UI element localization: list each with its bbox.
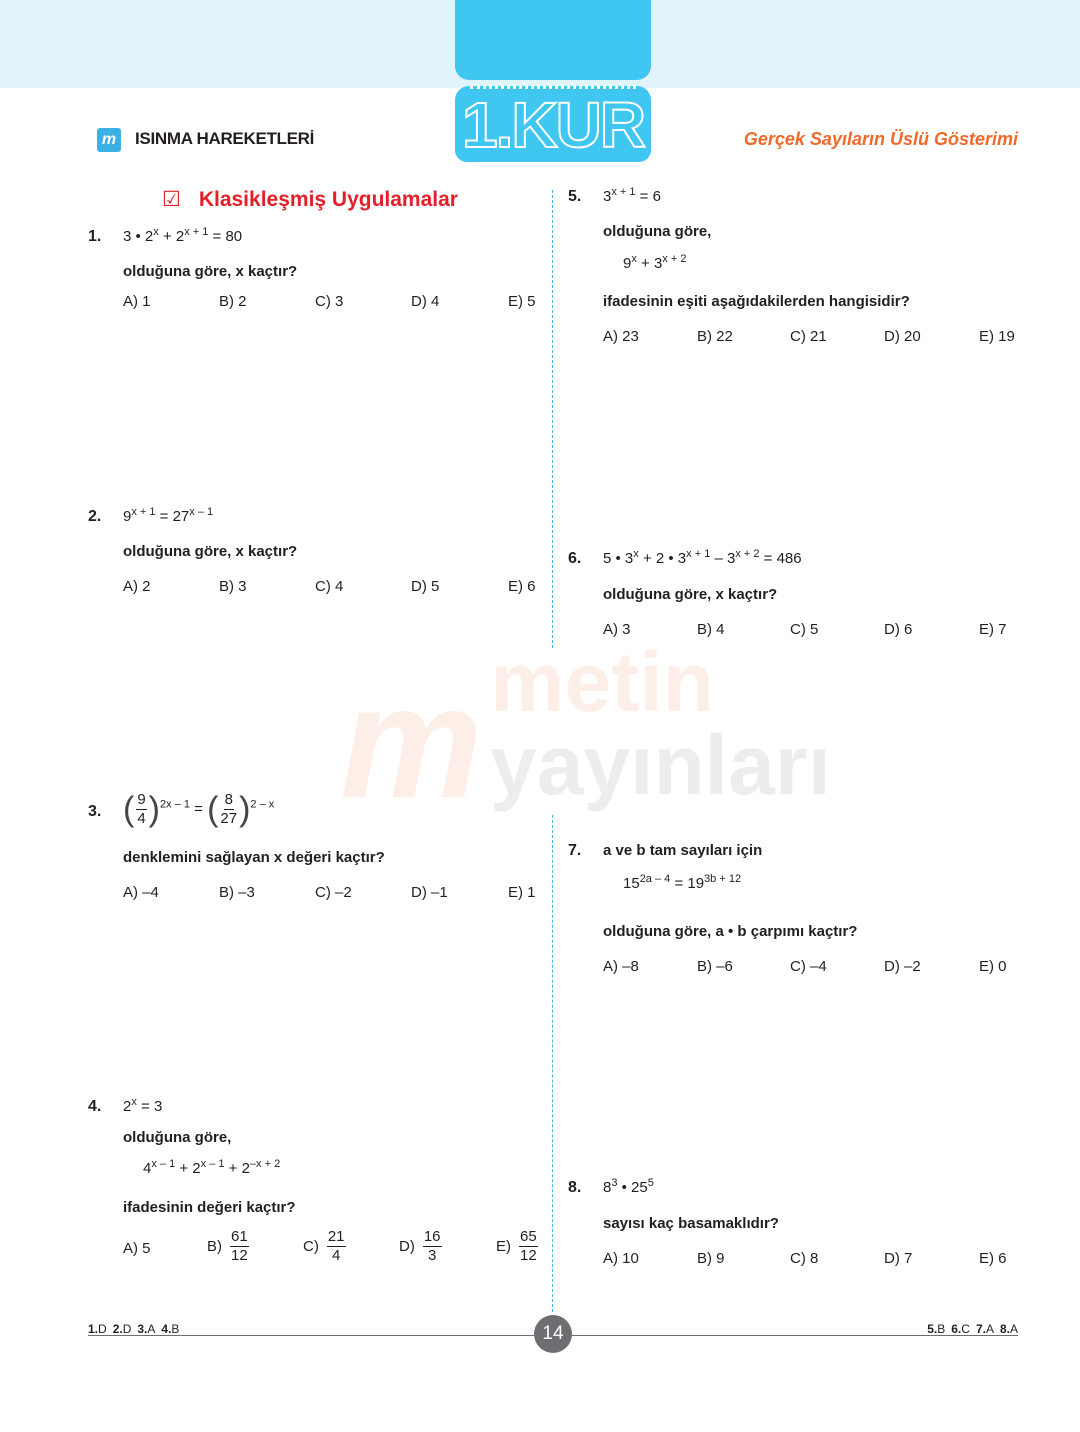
- level-badge-text: 1.KUR: [461, 89, 645, 161]
- math-base: + 3: [636, 255, 663, 272]
- question-number: 4.: [88, 1098, 102, 1115]
- answer-key-letter: D: [122, 1322, 132, 1336]
- choice-label: A) 23: [603, 328, 639, 345]
- math-expression: [623, 255, 686, 272]
- answer-choice[interactable]: [790, 621, 818, 638]
- answer-key-item: [137, 1322, 155, 1336]
- exponent: x + 2: [662, 253, 687, 265]
- math-expression: [123, 228, 242, 245]
- fraction: [220, 791, 237, 828]
- answer-choice[interactable]: [979, 621, 1007, 638]
- watermark-logo-icon: m: [340, 652, 483, 831]
- question-number: 8.: [568, 1179, 582, 1196]
- choice-label: D): [399, 1238, 415, 1255]
- answer-key-number: 1.: [88, 1322, 99, 1336]
- answer-choice[interactable]: [411, 293, 439, 310]
- choice-label: D) 20: [884, 328, 921, 345]
- choice-label: D) 7: [884, 1250, 913, 1267]
- answer-key-item: [113, 1322, 132, 1336]
- answer-choice[interactable]: [315, 884, 352, 901]
- numerator: 8: [224, 791, 233, 808]
- exponent: x + 1: [686, 548, 711, 560]
- answer-key-number: 8.: [999, 1322, 1010, 1336]
- math-base: 9: [123, 508, 132, 525]
- denominator: 4: [137, 810, 146, 827]
- answer-choice[interactable]: [123, 578, 151, 595]
- math-base: + 2 • 3: [638, 550, 687, 567]
- choice-label: B) 22: [697, 328, 733, 345]
- answer-choice[interactable]: [219, 293, 247, 310]
- fraction: [230, 1228, 249, 1265]
- math-base: 2: [123, 1098, 132, 1115]
- answer-key-letter: A: [985, 1322, 994, 1336]
- question-text: olduğuna göre, a • b çarpımı kaçtır?: [603, 923, 858, 940]
- math-base: = 486: [759, 550, 802, 567]
- math-expression: [603, 550, 802, 567]
- choice-label: E) 6: [508, 578, 536, 595]
- choice-label: E) 7: [979, 621, 1007, 638]
- numerator: 21: [327, 1228, 345, 1245]
- answer-choice[interactable]: [697, 621, 725, 638]
- question-number: 2.: [88, 508, 102, 525]
- choice-label: E) 19: [979, 328, 1015, 345]
- answer-choice[interactable]: [508, 293, 536, 310]
- math-base: = 27: [155, 508, 190, 525]
- choice-label: D) 5: [411, 578, 440, 595]
- exercise-heading-text: Klasikleşmiş Uygulamalar: [198, 188, 458, 211]
- answer-choice[interactable]: [979, 328, 1015, 345]
- numerator: 65: [520, 1228, 537, 1245]
- watermark-text: metin: [490, 635, 715, 729]
- watermark-text: yayınları: [490, 718, 831, 812]
- exponent: x + 1: [184, 226, 209, 238]
- choice-label: B) 2: [219, 293, 247, 310]
- question-text: olduğuna göre, x kaçtır?: [123, 543, 298, 560]
- choice-label: A) 10: [603, 1250, 639, 1267]
- math-expression: [603, 188, 661, 205]
- fraction: [136, 791, 146, 828]
- math-base: 3: [603, 188, 612, 205]
- answer-key-item: [1000, 1322, 1018, 1336]
- answer-choice[interactable]: [603, 1250, 639, 1267]
- numerator: 9: [137, 791, 146, 808]
- answer-key-number: 2.: [112, 1322, 123, 1336]
- math-expression: [143, 1160, 280, 1177]
- choice-label: D) –2: [884, 958, 921, 975]
- question-number: 6.: [568, 550, 582, 567]
- question-text: olduğuna göre,: [123, 1129, 232, 1146]
- answer-choice[interactable]: [884, 328, 921, 345]
- choice-label: C) 5: [790, 621, 819, 638]
- denominator: 4: [332, 1247, 341, 1264]
- choice-label: E) 1: [508, 884, 536, 901]
- exponent: x: [633, 548, 639, 560]
- math-base: = 80: [208, 228, 243, 245]
- math-base: – 3: [710, 550, 736, 567]
- exponent: x: [631, 253, 637, 265]
- choice-label: C) 3: [315, 293, 344, 310]
- denominator: 27: [220, 810, 238, 827]
- math-base: 15: [623, 875, 640, 892]
- exponent: x – 1: [189, 506, 214, 518]
- choice-label: D) –1: [411, 884, 448, 901]
- answer-choice[interactable]: [697, 1250, 725, 1267]
- question-text: olduğuna göre, x kaçtır?: [603, 586, 778, 603]
- answer-choice[interactable]: [979, 1250, 1007, 1267]
- answer-choice[interactable]: [219, 884, 255, 901]
- question-text: a ve b tam sayıları için: [603, 842, 763, 859]
- answer-choice[interactable]: [411, 884, 448, 901]
- math-expression: [123, 508, 213, 525]
- column-divider: [552, 815, 553, 1312]
- exponent: 3b + 12: [704, 873, 742, 885]
- paren: (: [207, 790, 219, 829]
- choice-label: E) 0: [979, 958, 1007, 975]
- exercise-heading: [162, 187, 458, 212]
- exponent: x + 2: [735, 548, 760, 560]
- math-expression: [123, 791, 274, 828]
- question-number: 5.: [568, 188, 582, 205]
- answer-key-letter: B: [171, 1322, 180, 1336]
- choice-label: B) –6: [697, 958, 733, 975]
- math-base: + 2: [224, 1160, 250, 1177]
- answer-choice[interactable]: [884, 621, 912, 638]
- answer-choice[interactable]: [508, 884, 536, 901]
- answer-choice[interactable]: [207, 1228, 251, 1265]
- page-number: 14: [534, 1315, 572, 1353]
- choice-label: B) 3: [219, 578, 247, 595]
- math-base: =: [189, 800, 208, 818]
- watermark: [340, 635, 831, 831]
- answer-choice[interactable]: [790, 1250, 818, 1267]
- choice-label: A) –4: [123, 884, 159, 901]
- fraction: [519, 1228, 538, 1265]
- choice-label: A) –8: [603, 958, 639, 975]
- answer-choice[interactable]: [790, 958, 827, 975]
- question-text: olduğuna göre,: [603, 223, 712, 240]
- math-expression: [123, 1098, 162, 1115]
- answer-choice[interactable]: [123, 884, 159, 901]
- paren: ): [239, 790, 251, 829]
- choice-label: E) 6: [979, 1250, 1007, 1267]
- exponent: x – 1: [200, 1158, 225, 1170]
- answer-key-item: [976, 1322, 994, 1336]
- answer-choice[interactable]: [315, 293, 343, 310]
- question-text: olduğuna göre, x kaçtır?: [123, 263, 298, 280]
- choice-label: B) 9: [697, 1250, 725, 1267]
- numerator: 61: [231, 1228, 248, 1245]
- math-base: = 6: [635, 188, 661, 205]
- paren: (: [123, 790, 135, 829]
- level-tab: [455, 0, 651, 80]
- answer-choice[interactable]: [603, 621, 631, 638]
- choice-label: B) 4: [697, 621, 725, 638]
- answer-key-number: 4.: [161, 1322, 172, 1336]
- choice-label: A) 1: [123, 293, 151, 310]
- choice-label: E) 5: [508, 293, 536, 310]
- answer-key-item: [951, 1322, 970, 1336]
- choice-label: D) 6: [884, 621, 913, 638]
- answer-choice[interactable]: [884, 958, 921, 975]
- exponent: –x + 2: [249, 1158, 281, 1170]
- answer-key-item: [927, 1322, 945, 1336]
- choice-label: B) –3: [219, 884, 255, 901]
- answer-choice[interactable]: [399, 1228, 444, 1265]
- math-base: + 2: [158, 228, 185, 245]
- fraction: [423, 1228, 442, 1265]
- answer-choice[interactable]: [697, 328, 733, 345]
- math-base: = 3: [136, 1098, 163, 1115]
- answer-key-letter: D: [98, 1322, 107, 1336]
- answer-key-number: 3.: [137, 1322, 148, 1336]
- answer-key-number: 7.: [975, 1322, 986, 1336]
- question-number: 3.: [88, 803, 102, 820]
- answer-choice[interactable]: [303, 1228, 348, 1265]
- answer-choice[interactable]: [697, 958, 733, 975]
- choice-label: A) 5: [123, 1240, 151, 1257]
- answer-choice[interactable]: [315, 578, 343, 595]
- choice-label: B): [207, 1238, 222, 1255]
- math-base: + 2: [175, 1160, 201, 1177]
- subject-title: Gerçek Sayıların Üslü Gösterimi: [743, 129, 1018, 149]
- paren: ): [148, 790, 160, 829]
- answer-key-item: [161, 1322, 179, 1336]
- exponent: 5: [647, 1177, 654, 1189]
- choice-label: C) –2: [315, 884, 352, 901]
- answer-choice[interactable]: [790, 328, 827, 345]
- choice-label: C): [303, 1238, 319, 1255]
- publisher-logo-icon: m: [97, 128, 121, 152]
- answer-key-number: 5.: [927, 1322, 938, 1336]
- math-expression: [603, 1179, 654, 1196]
- question-text: ifadesinin eşiti aşağıdakilerden hangisidir?: [603, 293, 910, 310]
- math-expression: [623, 875, 741, 892]
- answer-choice[interactable]: [603, 958, 639, 975]
- math-base: = 19: [670, 875, 705, 892]
- choice-label: D) 4: [411, 293, 440, 310]
- exponent: x + 1: [611, 186, 636, 198]
- math-base: 4: [143, 1160, 152, 1177]
- answer-key-left: [88, 1322, 179, 1336]
- choice-label: C) –4: [790, 958, 827, 975]
- answer-key-letter: A: [1009, 1322, 1018, 1336]
- answer-choice[interactable]: [496, 1228, 540, 1265]
- denominator: 12: [231, 1247, 248, 1264]
- exponent: x + 1: [131, 506, 156, 518]
- section-title: ISINMA HAREKETLERİ: [135, 129, 315, 148]
- exponent: 2 – x: [250, 798, 275, 811]
- answer-choice[interactable]: [219, 578, 247, 595]
- math-base: 5 • 3: [603, 550, 634, 567]
- numerator: 16: [423, 1228, 441, 1245]
- answer-key-letter: B: [937, 1322, 946, 1336]
- answer-choice[interactable]: [603, 328, 639, 345]
- answer-key-right: [927, 1322, 1018, 1336]
- exponent: x – 1: [151, 1158, 176, 1170]
- exponent: 2x – 1: [160, 798, 190, 811]
- denominator: 3: [428, 1247, 437, 1264]
- math-base: • 25: [617, 1179, 648, 1196]
- answer-choice[interactable]: [123, 1240, 151, 1257]
- answer-choice[interactable]: [884, 1250, 912, 1267]
- exponent: 2a – 4: [639, 873, 671, 885]
- answer-key-number: 6.: [951, 1322, 962, 1336]
- choice-label: C) 4: [315, 578, 344, 595]
- math-base: 8: [603, 1179, 612, 1196]
- denominator: 12: [520, 1247, 537, 1264]
- question-text: sayısı kaç basamaklıdır?: [603, 1215, 779, 1232]
- answer-key-letter: C: [961, 1322, 970, 1336]
- exponent: 3: [611, 1177, 618, 1189]
- question-text: denklemini sağlayan x değeri kaçtır?: [123, 849, 385, 866]
- answer-choice[interactable]: [508, 578, 536, 595]
- fraction: [327, 1228, 346, 1265]
- question-number: 1.: [88, 228, 102, 245]
- math-base: 9: [623, 255, 632, 272]
- math-base: 3 • 2: [123, 228, 154, 245]
- choice-label: C) 8: [790, 1250, 819, 1267]
- question-number: 7.: [568, 842, 582, 859]
- answer-choice[interactable]: [411, 578, 439, 595]
- answer-key-item: [88, 1322, 107, 1336]
- question-text: ifadesinin değeri kaçtır?: [123, 1199, 296, 1216]
- exponent: x: [153, 226, 159, 238]
- answer-choice[interactable]: [979, 958, 1007, 975]
- choice-label: A) 2: [123, 578, 151, 595]
- exponent: x: [131, 1096, 137, 1108]
- answer-key-letter: A: [147, 1322, 156, 1336]
- choice-label: E): [496, 1238, 511, 1255]
- checkbox-icon: ☑: [162, 188, 181, 211]
- choice-label: A) 3: [603, 621, 631, 638]
- column-divider: [552, 190, 553, 648]
- choice-label: C) 21: [790, 328, 827, 345]
- answer-choice[interactable]: [123, 293, 151, 310]
